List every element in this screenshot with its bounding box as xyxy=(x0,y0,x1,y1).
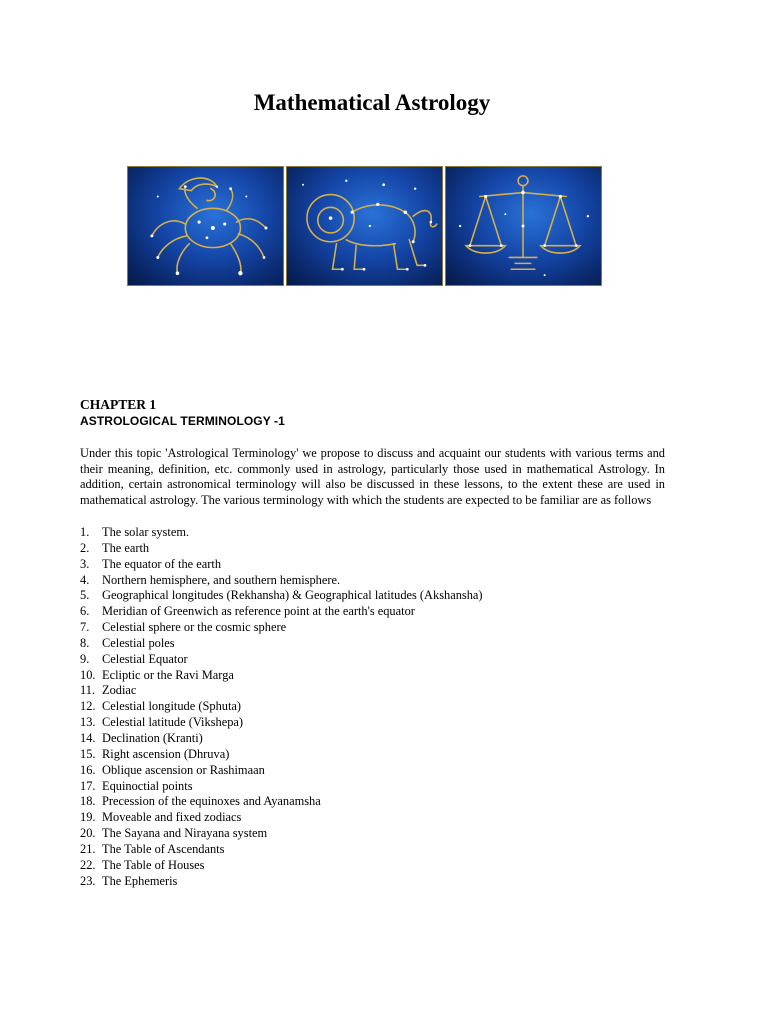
list-item-number: 5. xyxy=(80,588,90,603)
intro-paragraph: Under this topic 'Astrological Terminology' we propose to discuss and acquaint our students with various terms and their meaning, definition, etc. commonly used in astrology, particularly those used in mathematical Astrology. In addition, certain astronomical terminology will also be discussed in these lessons, to the extent these are used in mathematical astrology. The various terminology with which the students are expected to be familiar are as follows xyxy=(80,446,665,507)
list-item xyxy=(80,604,483,620)
list-item-text: Northern hemisphere, and southern hemisphere. xyxy=(102,572,341,587)
document-title: Mathematical Astrology xyxy=(253,90,491,115)
list-item xyxy=(80,826,483,842)
list-item-number: 19. xyxy=(80,810,96,825)
list-item-text: Celestial poles xyxy=(102,635,175,650)
section-heading: ASTROLOGICAL TERMINOLOGY -1 xyxy=(80,414,285,428)
list-item-text: Declination (Kranti) xyxy=(102,730,203,745)
list-item-text: Equinoctial points xyxy=(102,778,193,793)
list-item-text: The equator of the earth xyxy=(102,556,222,571)
list-item xyxy=(80,652,483,668)
list-item-text: The Table of Houses xyxy=(102,857,205,872)
terminology-list xyxy=(80,525,483,889)
list-item xyxy=(80,525,483,541)
list-item-number: 12. xyxy=(80,699,96,714)
list-item xyxy=(80,715,483,731)
list-item-text: Right ascension (Dhruva) xyxy=(102,746,230,761)
list-item xyxy=(80,779,483,795)
list-item xyxy=(80,683,483,699)
list-item-text: The earth xyxy=(102,540,150,555)
list-item-number: 18. xyxy=(80,794,96,809)
list-item-text: The solar system. xyxy=(102,525,190,539)
libra-scales-constellation-icon xyxy=(446,167,601,285)
list-item xyxy=(80,810,483,826)
list-item-text: Celestial longitude (Sphuta) xyxy=(102,699,242,714)
list-item-number: 10. xyxy=(80,667,96,682)
list-item-text: Celestial Equator xyxy=(102,651,188,666)
list-item xyxy=(80,874,483,890)
list-item-number: 13. xyxy=(80,715,96,730)
list-item-number: 21. xyxy=(80,841,96,856)
list-item-number: 11. xyxy=(80,683,96,698)
list-item xyxy=(80,842,483,858)
cancer-panel xyxy=(127,166,284,286)
list-item-number: 6. xyxy=(80,604,90,619)
chapter-heading: CHAPTER 1 xyxy=(80,397,157,412)
list-item-text: Precession of the equinoxes and Ayanamsha xyxy=(102,794,321,809)
list-item xyxy=(80,699,483,715)
list-item xyxy=(80,557,483,573)
list-item xyxy=(80,747,483,763)
list-item-number: 8. xyxy=(80,635,90,650)
list-item-number: 2. xyxy=(80,540,90,555)
list-item xyxy=(80,588,483,604)
list-item-number: 9. xyxy=(80,651,90,666)
list-item-number: 23. xyxy=(80,873,96,888)
cancer-crab-constellation-icon xyxy=(128,167,283,285)
list-item xyxy=(80,668,483,684)
list-item-number: 1. xyxy=(80,525,90,539)
list-item-text: Celestial sphere or the cosmic sphere xyxy=(102,620,287,635)
list-item-text: The Table of Ascendants xyxy=(102,841,225,856)
list-item-text: Moveable and fixed zodiacs xyxy=(102,810,242,825)
list-item-text: Oblique ascension or Rashimaan xyxy=(102,762,265,777)
list-item-number: 16. xyxy=(80,762,96,777)
list-item xyxy=(80,763,483,779)
list-item xyxy=(80,858,483,874)
list-item xyxy=(80,573,483,589)
leo-lion-constellation-icon xyxy=(287,167,442,285)
list-item-text: The Sayana and Nirayana system xyxy=(102,826,268,841)
leo-panel xyxy=(286,166,443,286)
list-item xyxy=(80,636,483,652)
list-item xyxy=(80,541,483,557)
list-item-number: 22. xyxy=(80,857,96,872)
list-item-number: 14. xyxy=(80,730,96,745)
list-item-number: 17. xyxy=(80,778,96,793)
list-item-text: Meridian of Greenwich as reference point at the earth's equator xyxy=(102,604,415,619)
list-item-text: Geographical longitudes (Rekhansha) & Geographical latitudes (Akshansha) xyxy=(102,588,483,603)
list-item-text: Zodiac xyxy=(102,683,137,698)
list-item-number: 3. xyxy=(80,556,90,571)
list-item-number: 7. xyxy=(80,620,90,635)
list-item xyxy=(80,731,483,747)
zodiac-banner xyxy=(127,166,602,286)
list-item-number: 15. xyxy=(80,746,96,761)
list-item-text: Celestial latitude (Vikshepa) xyxy=(102,715,244,730)
libra-panel xyxy=(445,166,602,286)
list-item xyxy=(80,794,483,810)
list-item-number: 4. xyxy=(80,572,90,587)
list-item-text: Ecliptic or the Ravi Marga xyxy=(102,667,234,682)
list-item xyxy=(80,620,483,636)
list-item-text: The Ephemeris xyxy=(102,873,178,888)
list-item-number: 20. xyxy=(80,826,96,841)
